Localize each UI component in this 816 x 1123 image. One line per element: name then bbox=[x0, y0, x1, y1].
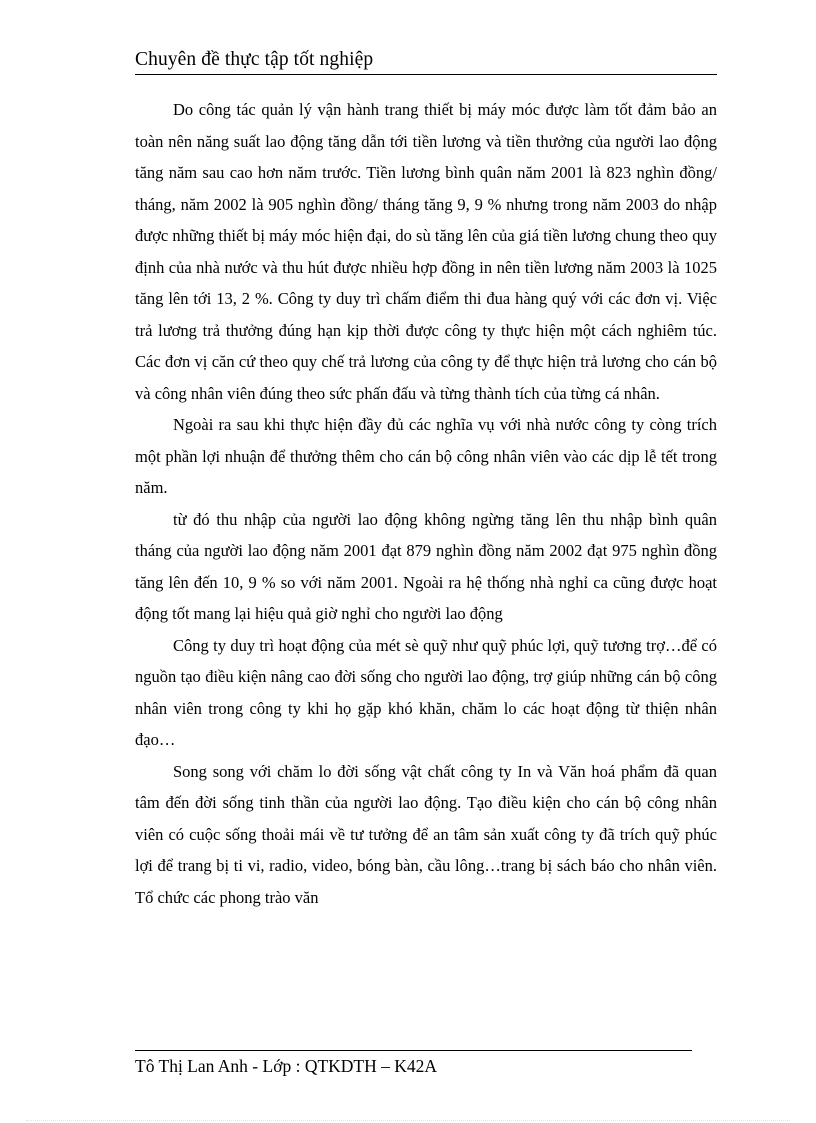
paragraph-bonus: Ngoài ra sau khi thực hiện đầy đủ các nghĩa vụ với nhà nước công ty còng trích một phần lợi nhuận để thưởng thêm cho cán bộ công nhân viên vào các dịp lễ tết trong năm. bbox=[135, 415, 717, 497]
header-title: Chuyên đề thực tập tốt nghiệp bbox=[135, 49, 374, 70]
page-footer bbox=[135, 1050, 692, 1078]
footer-rule bbox=[135, 1050, 692, 1051]
header-rule bbox=[135, 74, 717, 75]
page-bottom-edge bbox=[26, 1120, 790, 1121]
footer-author: Tô Thị Lan Anh - Lớp : QTKDTH – K42A bbox=[135, 1056, 438, 1076]
document-body bbox=[135, 94, 717, 913]
paragraph-spiritual-life: Song song với chăm lo đời sống vật chất công ty In và Văn hoá phẩm đã quan tâm đến đời sống tinh thần của người lao động. Tạo điều kiện cho cán bộ công nhân viên có cuộc sống thoải mái về tư tưởng để an tâm sản xuất công ty đã trích quỹ phúc lợi để trang bị ti vi, radio, video, bóng bàn, cầu lông…trang bị sách báo cho nhân viên. Tổ chức các phong trào văn bbox=[135, 761, 717, 907]
paragraph-wages: Do công tác quản lý vận hành trang thiết bị máy móc được làm tốt đảm bảo an toàn nên năng suất lao động tăng dẫn tới tiền lương và tiền thưởng của người lao động tăng năm sau cao hơn năm trước. Tiền lương bình quân năm 2001 là 823 nghìn đồng/ tháng, năm 2002 là 905 nghìn đồng/ tháng tăng 9, 9 % nhưng trong năm 2003 do nhập được những thiết bị máy móc hiện đại, do sù tăng lên của giá tiền lương chung theo quy định của nhà nước và thu hút được nhiều hợp đồng in nên tiền lương năm 2003 là 1025 tăng lên tới 13, 2 %. Công ty duy trì chấm điểm thi đua hàng quý với các đơn vị. Việc trả lương trả thưởng đúng hạn kịp thời được công ty thực hiện một cách nghiêm túc. Các đơn vị căn cứ theo quy chế trả lương của công ty để thực hiện trả lương cho cán bộ và công nhân viên đúng theo sức phấn đấu và từng thành tích của từng cá nhân. bbox=[135, 100, 717, 403]
paragraph-income: từ đó thu nhập của người lao động không ngừng tăng lên thu nhập bình quân tháng của người lao động năm 2001 đạt 879 nghìn đồng năm 2002 đạt 975 nghìn đồng tăng lên đến 10, 9 % so với năm 2001. Ngoài ra hệ thống nhà nghỉ ca cũng được hoạt động tốt mang lại hiệu quả giờ nghỉ cho người lao động bbox=[135, 509, 717, 623]
page-header bbox=[135, 48, 717, 75]
paragraph-welfare-funds: Công ty duy trì hoạt động của mét sè quỹ như quỹ phúc lợi, quỹ tương trợ…để có nguồn tạo điều kiện nâng cao đời sống cho người lao động, trợ giúp những cán bộ công nhân viên trong công ty khi họ gặp khó khăn, chăm lo các hoạt động từ thiện nhân đạo… bbox=[135, 635, 717, 749]
